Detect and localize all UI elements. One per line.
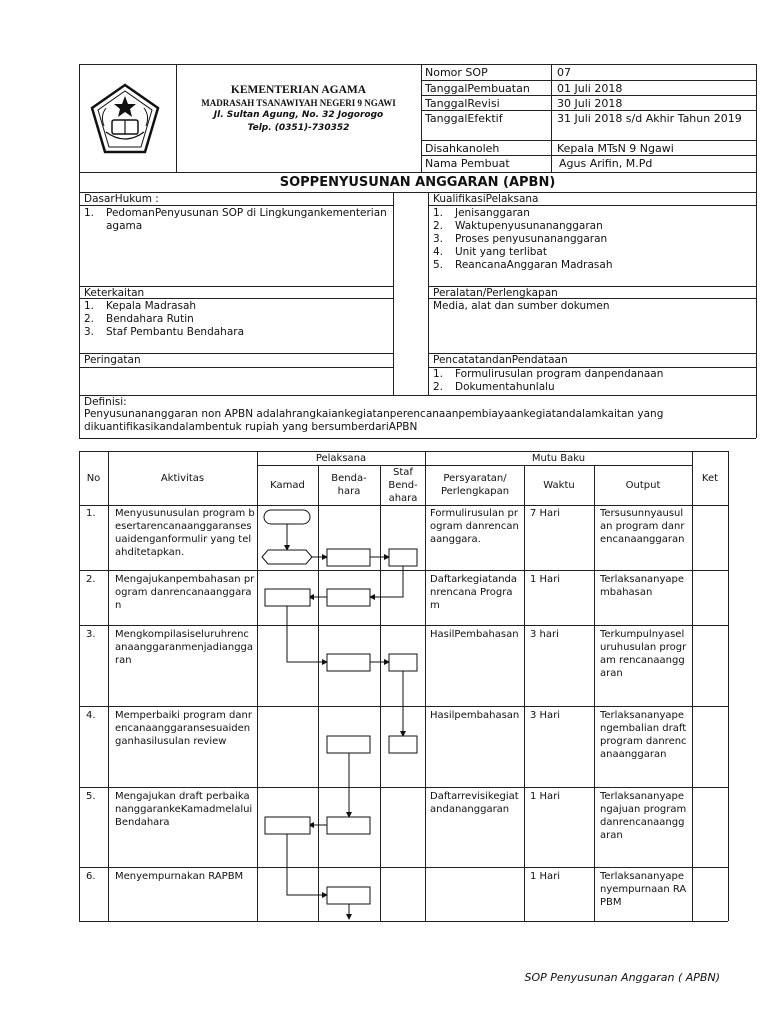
process-box (265, 589, 310, 606)
header-no: No (86, 473, 101, 484)
row-waktu: 3 hari (530, 629, 559, 640)
school-name: MADRASAH TSANAWIYAH NEGERI 9 NGAWI (201, 98, 396, 108)
row-no: 6. (86, 871, 96, 882)
row-no: 4. (86, 710, 96, 721)
list-item: 1. Kepala Madrasah (84, 300, 197, 312)
header-persyaratan: Persyaratan/ Perlengkapan (440, 473, 510, 497)
row-persyaratan: Hasilpembahasan (430, 710, 520, 721)
row-waktu: 1 Hari (530, 871, 561, 882)
sop-info-label: Nomor SOP (425, 66, 488, 79)
row-output: Terlaksananyapengembalian draft program danrencanaanggaran (600, 710, 687, 760)
list-item: 3. Staf Pembantu Bendahara (84, 326, 245, 338)
process-box (327, 817, 370, 834)
row-aktivitas: Mengajukanpembahasan program danrencanaanggaran (115, 574, 255, 611)
process-box (327, 589, 370, 606)
row-no: 1. (86, 508, 96, 519)
row-output: Terlaksananyapengajuan program danrencanaanggaran (600, 791, 687, 841)
footer-caption: SOP Penyusunan Anggaran ( APBN) (524, 971, 720, 984)
header-bendahara: Benda-hara (331, 473, 367, 497)
header-staf: Staf Bend-ahara (388, 467, 418, 504)
row-persyaratan: HasilPembahasan (430, 629, 519, 640)
sop-info-value: Kepala MTsN 9 Ngawi (557, 142, 674, 155)
list-item: 1. Jenisanggaran (433, 207, 530, 219)
row-waktu: 1 Hari (530, 574, 561, 585)
peringatan-heading: Peringatan (84, 354, 141, 366)
sop-info-label: TanggalRevisi (425, 97, 500, 110)
row-output: Terkumpulnyaseluruhusulan program rencanaanggaran (600, 629, 687, 679)
definisi-text: Penyusunananggaran non APBN adalahrangkaiankegiatanperencanaanpembiayaankegiatandalamkaitan yang dikuantifikasikandalambentuk rupiah yang bersumberdariAPBN (84, 408, 664, 433)
process-box (265, 817, 310, 834)
list-item: 2. Dokumentahunlalu (433, 381, 555, 393)
sop-info-value: 07 (557, 66, 571, 79)
start-terminator (264, 510, 310, 524)
row-persyaratan: Daftarrevisikegiatandananggaran (430, 791, 519, 815)
list-item: 1. Formulirusulan program danpendanaan (433, 368, 664, 380)
definisi-heading: Definisi: (84, 396, 127, 408)
header-kamad: Kamad (270, 480, 305, 491)
process-box (389, 654, 417, 671)
row-output: Terlaksananyapenyempurnaan RAPBM (600, 871, 687, 908)
row-aktivitas: Mengkompilasiseluruhrencanaanggaranmenjadianggaran (115, 629, 254, 666)
school-address: Jl. Sultan Agung, No. 32 Jogorogo (213, 110, 384, 120)
header-output: Output (625, 480, 661, 491)
sop-info-label: TanggalPembuatan (425, 82, 530, 95)
row-persyaratan: Formulirusulan program danrencanaanggara. (430, 508, 519, 545)
keterkaitan-heading: Keterkaitan (84, 287, 145, 299)
row-waktu: 1 Hari (530, 791, 561, 802)
document-title: SOPPENYUSUNAN ANGGARAN (APBN) (279, 175, 556, 190)
process-box (327, 654, 370, 671)
list-item: 3. Proses penyusunananggaran (433, 233, 608, 245)
peralatan-text: Media, alat dan sumber dokumen (433, 300, 610, 312)
row-output: Tersusunnyausulan program danrencanaanggaran (600, 508, 685, 545)
sop-info-value: 31 Juli 2018 s/d Akhir Tahun 2019 (557, 112, 742, 125)
sop-info-value: 30 Juli 2018 (557, 97, 623, 110)
row-no: 2. (86, 574, 96, 585)
row-no: 3. (86, 629, 96, 640)
peralatan-heading: Peralatan/Perlengkapan (433, 287, 558, 299)
list-item: 5. ReancanaAnggaran Madrasah (433, 259, 613, 271)
row-persyaratan: Daftarkegiatandanrencana Program (430, 574, 518, 611)
list-item: 2. Waktupenyusunananggaran (433, 220, 603, 232)
header-aktivitas: Aktivitas (160, 473, 205, 484)
header-ket: Ket (701, 473, 719, 484)
row-waktu: 3 Hari (530, 710, 561, 721)
pencatatan-heading: PencatatandanPendataan (433, 354, 568, 366)
sop-info-value: Agus Arifin, M.Pd (559, 157, 653, 170)
sop-info-value: 01 Juli 2018 (557, 82, 623, 95)
ministry-name: KEMENTERIAN AGAMA (230, 84, 367, 96)
process-box (389, 549, 417, 566)
process-box (327, 549, 370, 566)
sop-info-label: Nama Pembuat (425, 157, 510, 170)
header-waktu: Waktu (543, 480, 575, 491)
sop-info-label: TanggalEfektif (425, 112, 503, 125)
list-item: 2. Bendahara Rutin (84, 313, 194, 325)
row-aktivitas: Menyempurnakan RAPBM (115, 871, 244, 882)
dasar-hukum-heading: DasarHukum : (84, 193, 159, 205)
header-pelaksana: Pelaksana (315, 453, 367, 464)
process-box (389, 736, 417, 753)
process-box (327, 887, 370, 904)
header-mutu-baku: Mutu Baku (531, 453, 586, 464)
prep-shape (262, 550, 312, 564)
row-aktivitas: Mengajukan draft perbaikananggarankeKamadmelaluiBendahara (115, 791, 253, 828)
list-item: 4. Unit yang terlibat (433, 246, 547, 258)
sop-info-label: Disahkanoleh (425, 142, 500, 155)
row-aktivitas: Memperbaiki program danrencanaanggaransesuaidenganhasilusulan review (115, 710, 252, 747)
school-phone: Telp. (0351)-730352 (247, 123, 350, 133)
row-aktivitas: Menyusunusulan program besertarencanaanggaransesuaidenganformulir yang telahditetapkan. (115, 508, 255, 558)
row-no: 5. (86, 791, 96, 802)
kualifikasi-heading: KualifikasiPelaksana (433, 193, 539, 205)
process-box (327, 736, 370, 753)
row-waktu: 7 Hari (530, 508, 561, 519)
list-item: 1. PedomanPenyusunan SOP di Lingkungankementerian agama (84, 207, 387, 232)
row-output: Terlaksananyapembahasan (600, 574, 685, 598)
